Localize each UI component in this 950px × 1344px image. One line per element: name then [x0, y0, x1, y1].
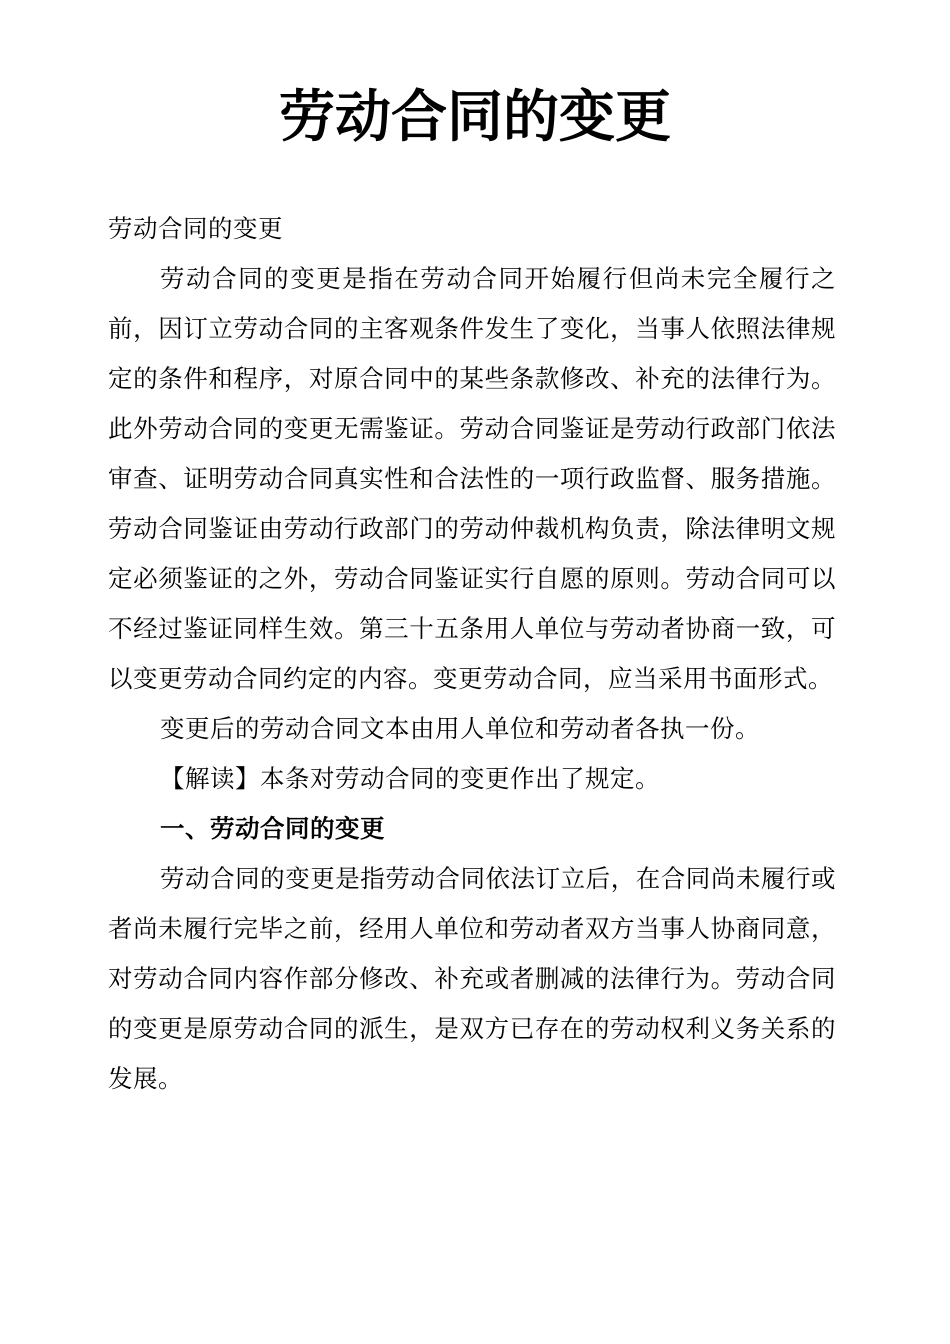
- section-heading: 一、劳动合同的变更: [160, 814, 385, 843]
- contract-copy-paragraph: 变更后的劳动合同文本由用人单位和劳动者各执一份。: [160, 714, 760, 743]
- definition-paragraph: 劳动合同的变更是指在劳动合同开始履行但尚未完全履行之前，因订立劳动合同的主客观条件发生了变化，当事人依照法律规定的条件和程序，对原合同中的某些条款修改、补充的法律行为。此外劳动合同的变更无需鉴证。劳动合同鉴证是劳动行政部门依法审查、证明劳动合同真实性和合法性的一项行政监督、服务措施。劳动合同鉴证由劳动行政部门的劳动仲裁机构负责，除法律明文规定必须鉴证的之外，劳动合同鉴证实行自愿的原则。劳动合同可以不经过鉴证同样生效。第三十五条用人单位与劳动者协商一致，可以变更劳动合同约定的内容。变更劳动合同，应当采用书面形式。: [108, 264, 836, 693]
- section-paragraph: 劳动合同的变更是指劳动合同依法订立后，在合同尚未履行或者尚未履行完毕之前，经用人单位和劳动者双方当事人协商同意，对劳动合同内容作部分修改、补充或者删减的法律行为。劳动合同的变更是原劳动合同的派生，是双方已存在的劳动权利义务关系的发展。: [108, 864, 836, 1093]
- document-title: 劳动合同的变更: [279, 85, 671, 150]
- subtitle-paragraph: 劳动合同的变更: [108, 214, 283, 243]
- document-body: [108, 204, 836, 1104]
- interpretation-paragraph: 【解读】本条对劳动合同的变更作出了规定。: [160, 764, 660, 793]
